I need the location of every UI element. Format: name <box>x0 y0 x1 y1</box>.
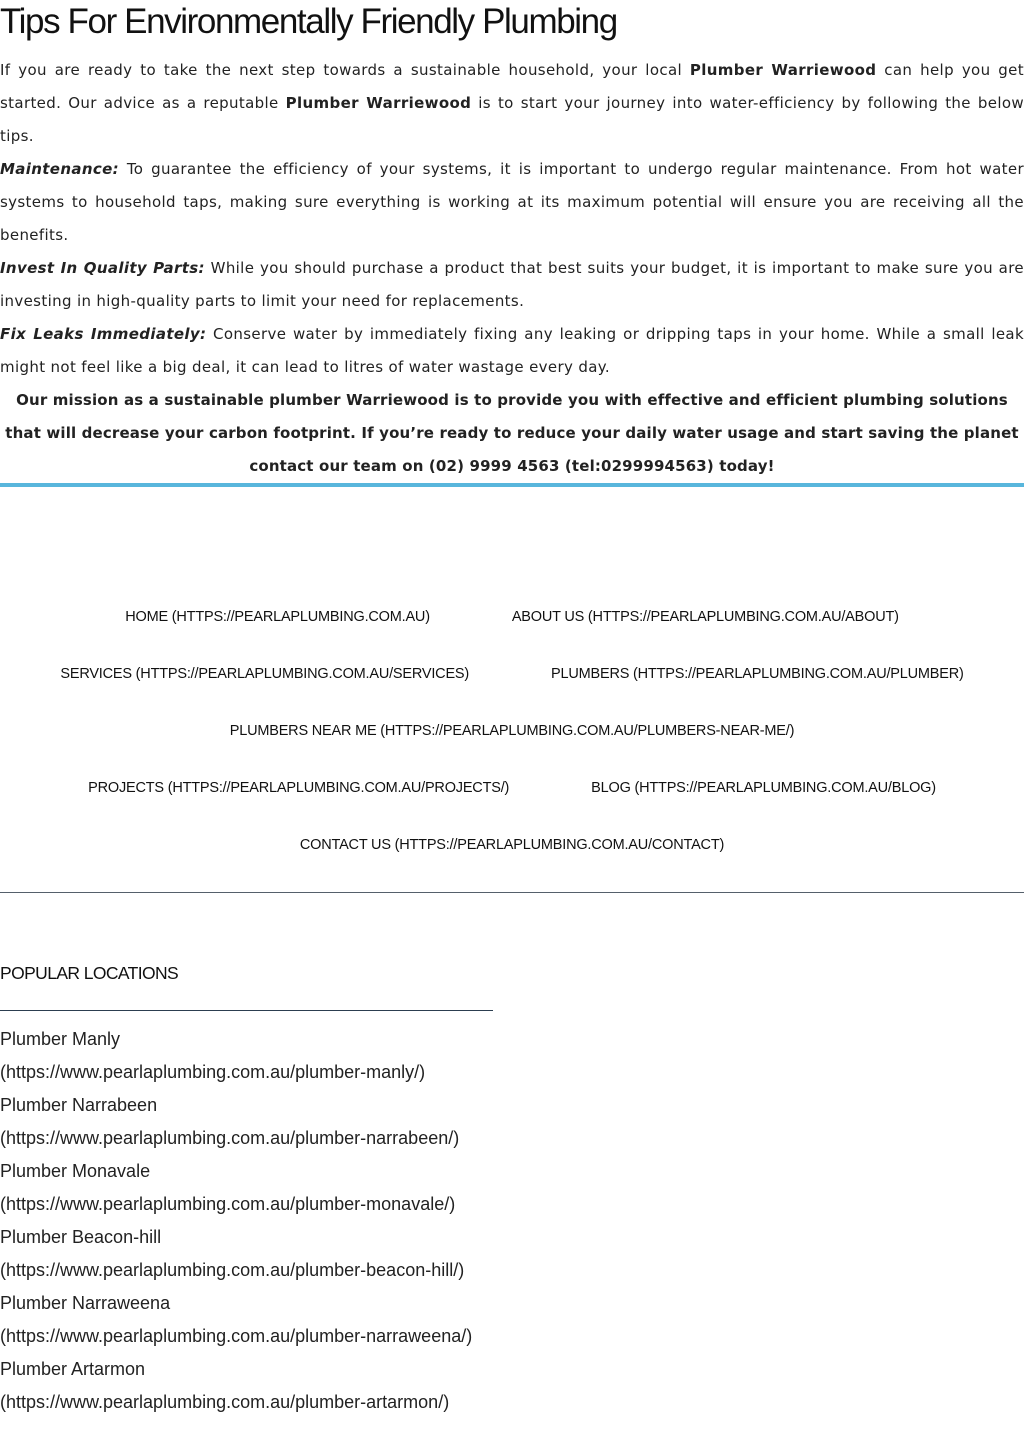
tip-label: Maintenance: <box>0 160 119 178</box>
location-url: (https://www.pearlaplumbing.com.au/plumber-beacon-hill/) <box>0 1260 465 1280</box>
intro-paragraph <box>0 54 1024 153</box>
intro-bold-1: Plumber Warriewood <box>689 61 877 79</box>
nav-link-about[interactable]: ABOUT US (HTTPS://PEARLAPLUMBING.COM.AU/ABOUT) <box>511 609 899 625</box>
page-title: Tips For Environmentally Friendly Plumbing <box>0 2 617 41</box>
location-name: Plumber Beacon-hill <box>0 1227 162 1247</box>
location-name: Plumber Narraweena <box>0 1293 171 1313</box>
list-item <box>0 1353 472 1419</box>
list-item <box>0 1287 472 1353</box>
tip-maintenance <box>0 153 1024 252</box>
location-url: (https://www.pearlaplumbing.com.au/plumber-monavale/) <box>0 1194 456 1214</box>
location-url: (https://www.pearlaplumbing.com.au/plumber-artarmon/) <box>0 1392 450 1412</box>
location-url: (https://www.pearlaplumbing.com.au/plumber-narrabeen/) <box>0 1128 460 1148</box>
nav-link-contact[interactable]: CONTACT US (HTTPS://PEARLAPLUMBING.COM.AU/CONTACT) <box>299 837 725 853</box>
mission-cta: Our mission as a sustainable plumber Warriewood is to provide you with effective and efficient plumbing solutions that will decrease your carbon footprint. If you’re ready to reduce your daily water usage and start saving the planet contact our team on (02) 9999 4563 (tel:0299994563) today! <box>5 391 1019 475</box>
list-item <box>0 1221 472 1287</box>
location-link-narrabeen[interactable] <box>0 1089 472 1155</box>
nav-link-services[interactable]: SERVICES (HTTPS://PEARLAPLUMBING.COM.AU/SERVICES) <box>60 666 470 682</box>
location-url: (https://www.pearlaplumbing.com.au/plumber-narraweena/) <box>0 1326 473 1346</box>
nav-row <box>0 659 1024 716</box>
footer-nav <box>0 602 1024 887</box>
location-link-monavale[interactable] <box>0 1155 472 1221</box>
intro-text-1: If you are ready to take the next step towards a sustainable household, your local <box>0 61 690 79</box>
tip-quality-parts <box>0 252 1024 318</box>
tip-text: Conserve water by immediately fixing any leaking or dripping taps in your home. While a small leak might not feel like a big deal, it can lead to litres of water wastage every day. <box>0 325 1024 376</box>
nav-row <box>0 602 1024 659</box>
tip-label: Fix Leaks Immediately: <box>0 325 207 343</box>
locations-divider <box>0 1010 493 1011</box>
nav-row <box>0 773 1024 830</box>
nav-row <box>0 716 1024 773</box>
location-name: Plumber Manly <box>0 1029 121 1049</box>
location-link-beacon-hill[interactable] <box>0 1221 472 1287</box>
nav-link-plumbers[interactable]: PLUMBERS (HTTPS://PEARLAPLUMBING.COM.AU/PLUMBER) <box>551 666 964 682</box>
nav-link-projects[interactable]: PROJECTS (HTTPS://PEARLAPLUMBING.COM.AU/PROJECTS/) <box>88 780 510 796</box>
popular-locations-list <box>0 1023 472 1419</box>
list-item <box>0 1089 472 1155</box>
tip-label: Invest In Quality Parts: <box>0 259 205 277</box>
list-item <box>0 1155 472 1221</box>
location-url: (https://www.pearlaplumbing.com.au/plumber-manly/) <box>0 1062 426 1082</box>
tip-text: While you should purchase a product that best suits your budget, it is important to make sure you are investing in high-quality parts to limit your need for replacements. <box>0 259 1024 310</box>
popular-locations-heading: POPULAR LOCATIONS <box>0 963 179 983</box>
nav-row <box>0 830 1024 887</box>
tip-text: To guarantee the efficiency of your systems, it is important to undergo regular maintenance. From hot water systems to household taps, making sure everything is working at its maximum potential will ensure you are receiving all the benefits. <box>0 160 1024 244</box>
article-body <box>0 54 1024 483</box>
section-divider <box>0 483 1024 487</box>
nav-link-home[interactable]: HOME (HTTPS://PEARLAPLUMBING.COM.AU) <box>125 609 430 625</box>
tip-fix-leaks <box>0 318 1024 384</box>
footer-divider <box>0 892 1024 893</box>
nav-link-blog[interactable]: BLOG (HTTPS://PEARLAPLUMBING.COM.AU/BLOG) <box>591 780 936 796</box>
intro-text-3: is to start your journey into water-efficiency by following the below tips. <box>0 94 1024 145</box>
intro-text-2: can help you get started. Our advice as a reputable <box>0 61 1024 112</box>
location-link-artarmon[interactable] <box>0 1353 472 1419</box>
location-name: Plumber Artarmon <box>0 1359 146 1379</box>
location-name: Plumber Monavale <box>0 1161 151 1181</box>
list-item <box>0 1023 472 1089</box>
nav-link-plumbers-near-me[interactable]: PLUMBERS NEAR ME (HTTPS://PEARLAPLUMBING.COM.AU/PLUMBERS-NEAR-ME/) <box>229 723 795 739</box>
location-name: Plumber Narrabeen <box>0 1095 158 1115</box>
location-link-narraweena[interactable] <box>0 1287 472 1353</box>
location-link-manly[interactable] <box>0 1023 472 1089</box>
intro-bold-2: Plumber Warriewood <box>285 94 472 112</box>
